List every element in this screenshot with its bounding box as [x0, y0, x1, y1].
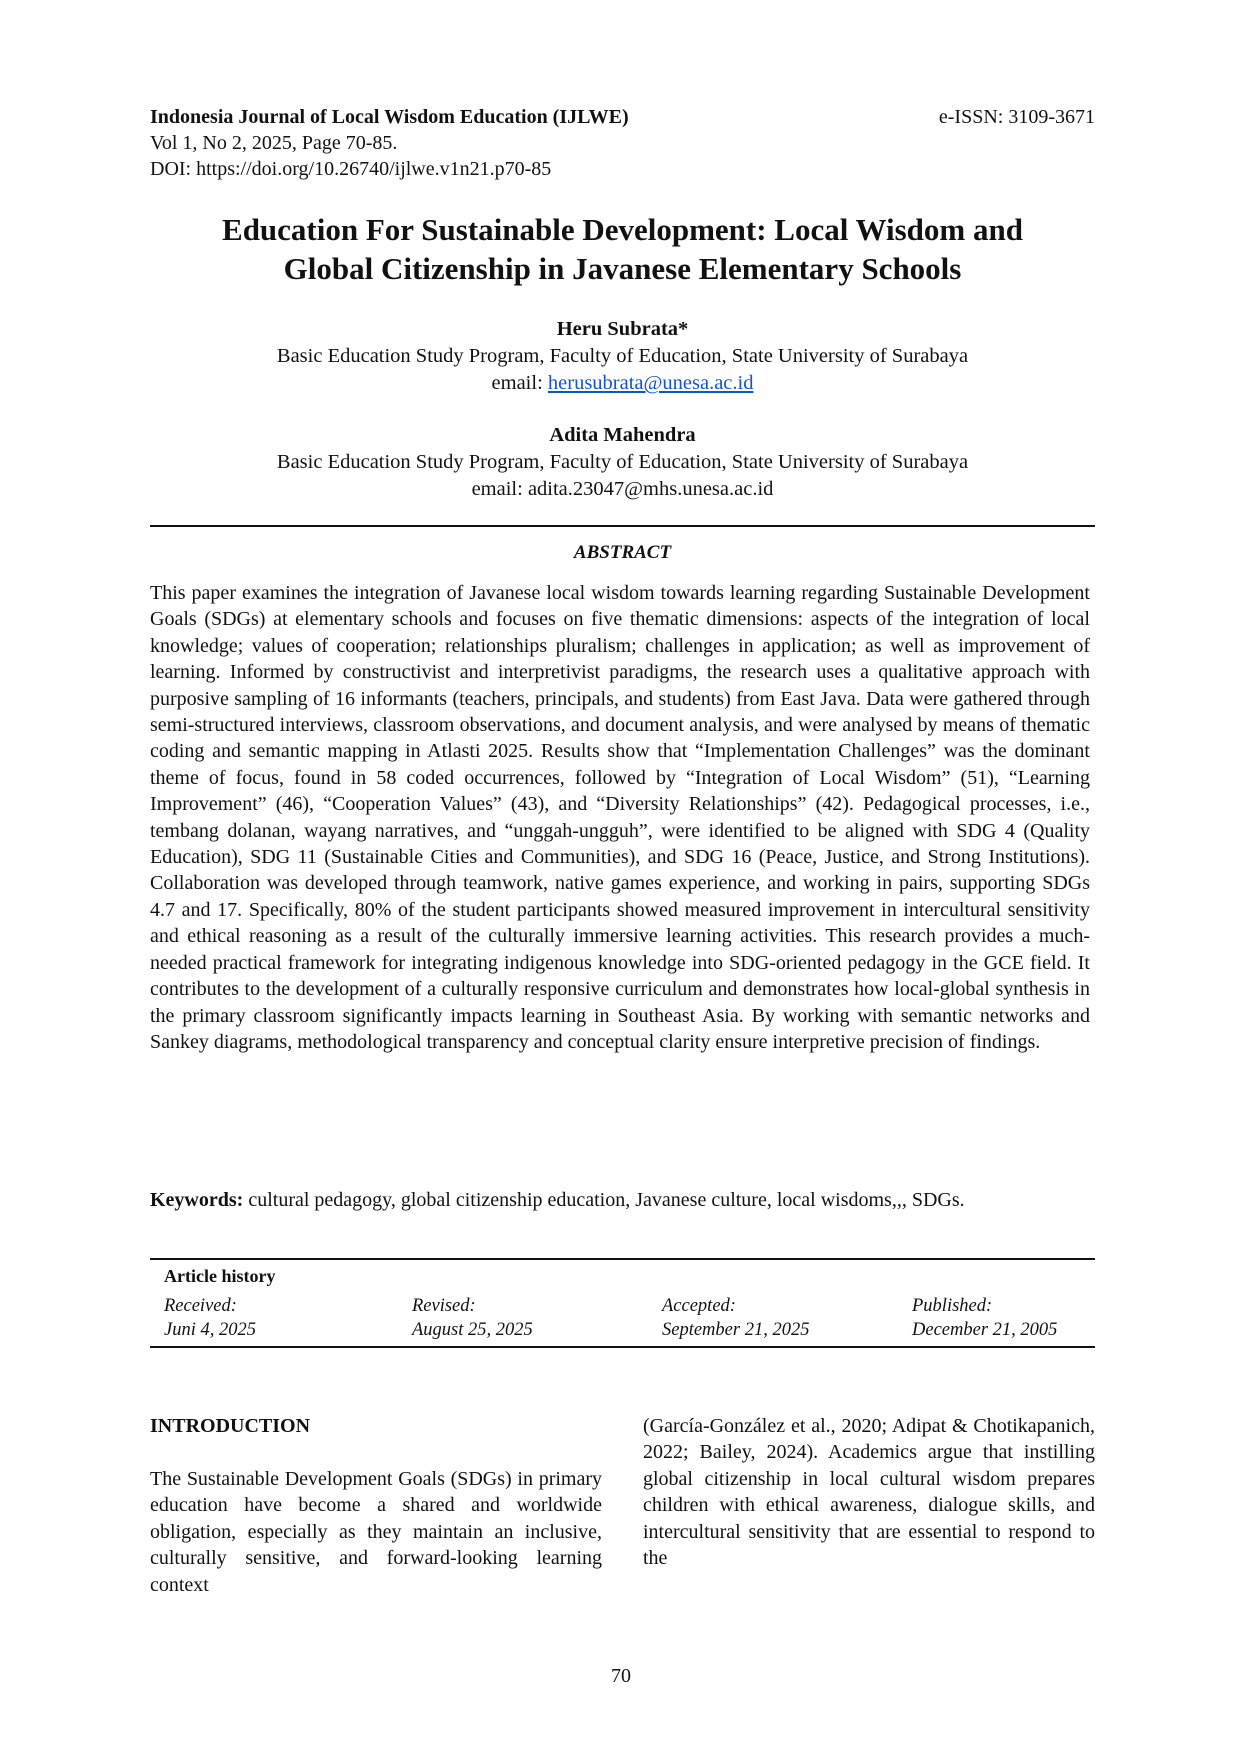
keywords-text: cultural pedagogy, global citizenship education, Javanese culture, local wisdoms,,, SDGs.: [243, 1189, 965, 1211]
history-label: Accepted:: [662, 1296, 736, 1316]
history-label: Received:: [164, 1296, 237, 1316]
author-affiliation: Basic Education Study Program, Faculty of Education, State University of Surabaya: [276, 345, 969, 367]
paper-title-line-2: Global Citizenship in Javanese Elementary Schools: [283, 251, 962, 286]
introduction-left-column: The Sustainable Development Goals (SDGs) in primary education have become a shared and worldwide obligation, especially as they maintain an inclusive, culturally sensitive, and forward-looking learning context: [150, 1468, 602, 1596]
history-date: August 25, 2025: [412, 1320, 533, 1340]
author-email-link[interactable]: herusubrata@unesa.ac.id: [547, 372, 754, 394]
history-label: Published:: [912, 1296, 993, 1316]
author-1: [150, 316, 1095, 397]
volume-line: Vol 1, No 2, 2025, Page 70-85.: [150, 132, 398, 154]
journal-header: [150, 104, 629, 182]
history-date: December 21, 2005: [912, 1320, 1058, 1340]
history-received: [164, 1294, 256, 1342]
keywords-label: Keywords:: [150, 1189, 244, 1211]
email-prefix: email:: [471, 478, 528, 500]
author-name: Adita Mahendra: [549, 424, 696, 446]
author-email-line: [150, 370, 1095, 397]
email-prefix: email:: [491, 372, 548, 394]
page-number: 70: [611, 1665, 631, 1687]
author-email: adita.23047@mhs.unesa.ac.id: [527, 478, 774, 500]
history-date: Juni 4, 2025: [164, 1320, 256, 1340]
author-email-line: [150, 476, 1095, 503]
history-date: September 21, 2025: [662, 1320, 810, 1340]
history-published: [912, 1294, 1057, 1342]
paper-title-line-1: Education For Sustainable Development: Local Wisdom and: [222, 212, 1023, 247]
journal-name: Indonesia Journal of Local Wisdom Education (IJLWE): [150, 106, 629, 128]
author-name: Heru Subrata*: [556, 318, 689, 340]
history-label: Revised:: [412, 1296, 476, 1316]
history-revised: [412, 1294, 533, 1342]
author-2: [150, 422, 1095, 503]
history-accepted: [662, 1294, 809, 1342]
eissn: e-ISSN: 3109-3671: [938, 106, 1095, 128]
abstract-divider: [150, 525, 1095, 527]
article-history-title: Article history: [164, 1266, 276, 1286]
article-history: [150, 1258, 1095, 1348]
section-heading-introduction: INTRODUCTION: [150, 1415, 311, 1437]
keywords: [150, 1187, 1025, 1213]
abstract-text: This paper examines the integration of Javanese local wisdom towards learning regarding Sustainable Development Goals (SDGs) at elementary schools and focuses on five thematic dimensions: aspects of the integration of local knowledge; values of cooperation; relationships pluralism; challenges in application; as well as improvement of learning. Informed by constructivist and interpretivist paradigms, the research uses a qualitative approach with purposive sampling of 16 informants (teachers, principals, and students) from East Java. Data were gathered through semi-structured interviews, classroom observations, and document analysis, and were analysed by means of thematic coding and semantic mapping in Atlasti 2025. Results show that “Implementation Challenges” was the dominant theme of focus, found in 58 coded occurrences, followed by “Integration of Local Wisdom” (51), “Learning Improvement” (46), “Cooperation Values” (43), and “Diversity Relationships” (42). Pedagogical processes, i.e., tembang dolanan, wayang narratives, and “unggah-ungguh”, were identified to be aligned with SDG 4 (Quality Education), SDG 11 (Sustainable Cities and Communities), and SDG 16 (Peace, Justice, and Strong Institutions). Collaboration was developed through teamwork, native games experience, and working in pairs, supporting SDGs 4.7 and 17. Specifically, 80% of the student participants showed measured improvement in intercultural sensitivity and ethical reasoning as a result of the culturally immersive learning activities. This research provides a much-needed practical framework for integrating indigenous knowledge into SDG-oriented pedagogy in the GCE field. It contributes to the development of a culturally responsive curriculum and demonstrates how local-global synthesis in the primary classroom significantly impacts learning in Southeast Asia. By working with semantic networks and Sankey diagrams, methodological transparency and conceptual clarity ensure interpretive precision of findings.: [150, 582, 1090, 1053]
abstract-heading: ABSTRACT: [573, 542, 672, 563]
paper-title: [150, 210, 1095, 288]
introduction-right-column: (García-González et al., 2020; Adipat & Chotikapanich, 2022; Bailey, 2024). Academics argue that instilling global citizenship in local cultural wisdom prepares children with ethical awareness, dialogue skills, and intercultural sensitivity that are essential to respond to the: [643, 1415, 1095, 1570]
author-affiliation: Basic Education Study Program, Faculty of Education, State University of Surabaya: [276, 451, 969, 473]
doi-line: DOI: https://doi.org/10.26740/ijlwe.v1n21.p70-85: [150, 158, 552, 180]
